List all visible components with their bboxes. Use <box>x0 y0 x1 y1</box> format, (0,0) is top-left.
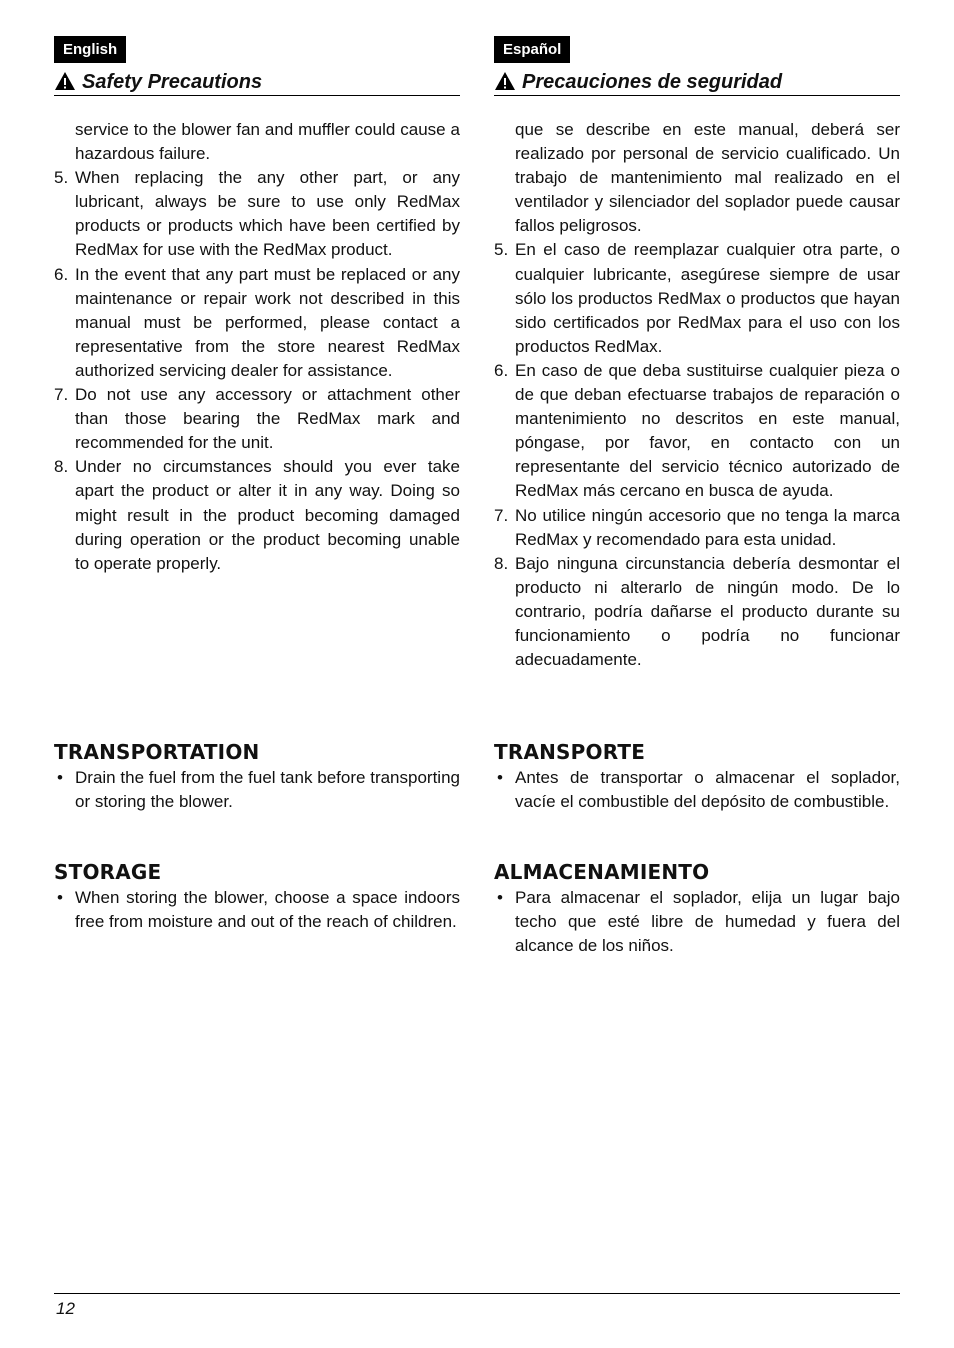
bullet-marker: • <box>57 888 63 907</box>
continuation-text: service to the blower fan and muffler could cause a hazardous failure. <box>75 120 460 164</box>
warning-triangle-icon <box>494 71 516 91</box>
item-text: Under no circumstances should you ever take apart the product or alter it in any way. Doing so might result in the product becoming damaged during operation or the product becoming unable to operate properly. <box>75 457 460 573</box>
bullet-text: Antes de transportar o almacenar el soplador, vacíe el combustible del depósito de combustible. <box>515 768 900 812</box>
language-tab-english: English <box>54 36 126 63</box>
transportation-heading: TRANSPORTATION <box>54 740 260 764</box>
bullet-text: Drain the fuel from the fuel tank before transporting or storing the blower. <box>75 768 460 812</box>
list-item <box>54 383 460 455</box>
item-text: In the event that any part must be replaced or any maintenance or repair work not described in this manual must be performed, please contact a representative from the store nearest RedMax authorized servicing dealer for assistance. <box>75 264 460 380</box>
footer-divider <box>54 1293 900 1294</box>
transporte-section <box>494 740 900 814</box>
item-number: 8. <box>54 457 69 477</box>
item-number: 6. <box>54 264 69 284</box>
list-item <box>494 552 900 672</box>
safety-list <box>54 118 460 576</box>
storage-heading: STORAGE <box>54 860 162 884</box>
warning-triangle-icon <box>54 71 76 91</box>
almacenamiento-section <box>494 860 900 958</box>
section-title: Safety Precautions <box>82 71 263 93</box>
item-number: 6. <box>494 360 509 380</box>
list-item <box>54 263 460 383</box>
item-number: 7. <box>494 505 509 525</box>
item-text: Do not use any accessory or attachment other than those bearing the RedMax mark and recommended for the unit. <box>75 385 460 453</box>
list-item <box>494 359 900 504</box>
language-tab-spanish: Español <box>494 36 570 63</box>
item-text: Bajo ninguna circunstancia debería desmontar el producto ni alterarlo de ningún modo. De lo contrario, podría dañarse el producto durante su funcionamiento o podría no funcionar adecuadamente. <box>515 553 900 670</box>
item-text: En caso de que deba sustituirse cualquier pieza o de que deban efectuarse trabajos de reparación o mantenimiento no descritos en este manual, póngase, por favor, en contacto con un representante del servicio técnico autorizado de RedMax más cercano en busca de ayuda. <box>515 360 900 501</box>
bullet-marker: • <box>497 888 503 907</box>
list-item <box>494 238 900 358</box>
list-item <box>494 886 900 958</box>
bullet-text: When storing the blower, choose a space indoors free from moisture and out of the reach of children. <box>75 888 460 932</box>
section-header-safety <box>54 70 460 96</box>
english-column <box>54 36 460 576</box>
bullet-marker: • <box>497 768 503 787</box>
item-text: En el caso de reemplazar cualquier otra parte, o cualquier lubricante, asegúrese siempre de usar sólo los productos RedMax o productos que hayan sido certificados por RedMax para el uso con los productos RedMax. <box>515 240 900 356</box>
list-item <box>54 766 460 814</box>
list-item <box>494 504 900 552</box>
item-number: 5. <box>494 240 509 260</box>
bullet-marker: • <box>57 768 63 787</box>
item-number: 7. <box>54 385 69 405</box>
list-item <box>54 886 460 934</box>
list-item <box>494 766 900 814</box>
transporte-heading: TRANSPORTE <box>494 740 646 764</box>
continuation-text: que se describe en este manual, deberá ser realizado por personal de servicio cualificado. Un trabajo de mantenimiento mal realizado en el ventilador y silenciador del soplador puede causar fallos peligrosos. <box>515 120 900 236</box>
page-number: 12 <box>56 1299 75 1318</box>
almacenamiento-heading: ALMACENAMIENTO <box>494 860 710 884</box>
transportation-section <box>54 740 460 814</box>
bullet-text: Para almacenar el soplador, elija un lugar bajo techo que esté libre de humedad y fuera del alcance de los niños. <box>515 888 900 956</box>
section-header-safety <box>494 70 900 96</box>
item-text: When replacing the any other part, or any lubricant, always be sure to use only RedMax products or products which have been certified by RedMax for use with the RedMax product. <box>75 168 460 260</box>
list-item <box>54 166 460 262</box>
item-number: 8. <box>494 553 509 573</box>
item-number: 5. <box>54 168 69 188</box>
storage-section <box>54 860 460 934</box>
section-title: Precauciones de seguridad <box>522 71 783 93</box>
spanish-column <box>494 36 900 672</box>
item-text: No utilice ningún accesorio que no tenga la marca RedMax y recomendado para esta unidad. <box>515 505 900 549</box>
safety-list <box>494 118 900 672</box>
list-item <box>54 455 460 575</box>
